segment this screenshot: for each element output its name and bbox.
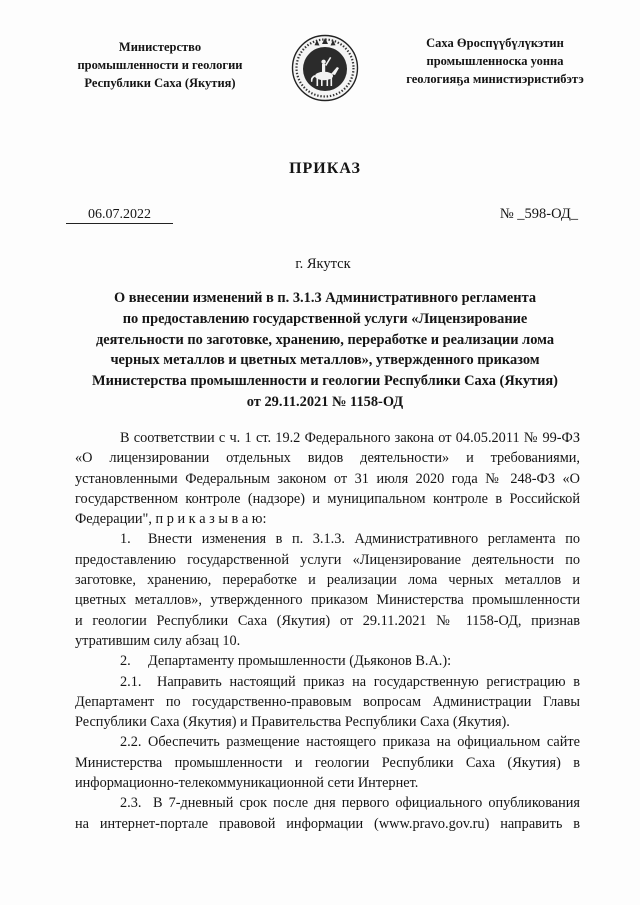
item-number: 2. <box>120 653 131 670</box>
header-right-line: геологияҕа министиэристибэтэ <box>406 72 584 86</box>
subject-line: деятельности по заготовке, хранению, переработке и реализации лома <box>95 331 555 348</box>
city-of-issue: г. Якутск <box>295 256 351 272</box>
body-line-item-2-2: 2.2. Обеспечить размещение настоящего приказа на официальном сайте <box>120 734 580 751</box>
body-line: заготовке, хранению, переработке и реализации лома черных металлов и <box>75 572 580 589</box>
order-subject <box>60 288 590 413</box>
body-line-item-2 <box>75 651 580 671</box>
subject-line: по предоставлению государственной услуги «Лицензирование <box>122 310 528 327</box>
order-number: № _598-ОД_ <box>499 206 578 222</box>
header-left-line: Министерство <box>118 40 202 54</box>
body-line: Департамент по государственно-правовым вопросам Администрации Главы <box>75 693 580 710</box>
item-number: 2.1. <box>120 673 142 690</box>
document-type-title: ПРИКАЗ <box>289 160 361 177</box>
coat-of-arms-emblem <box>290 33 360 103</box>
item-text: Внести изменения в п. 3.1.3. Административного регламента по <box>148 531 580 548</box>
body-line: предоставлению государственной услуги «Лицензирование деятельности по <box>75 551 580 568</box>
body-line-item-2-1 <box>75 672 580 692</box>
item-text: Департаменту промышленности (Дьяконов В.А.): <box>148 653 452 670</box>
body-line: В соответствии с ч. 1 ст. 19.2 Федерального закона от 04.05.2011 № 99-ФЗ <box>120 430 580 446</box>
body-line: информационно-телекоммуникационной сети Интернет. <box>75 775 419 792</box>
item-text: Направить настоящий приказ на государственную регистрацию в <box>157 673 580 690</box>
body-line-item-2-3 <box>75 793 580 813</box>
header-right-line: промышленноска уонна <box>426 54 564 68</box>
order-date: 06.07.2022 <box>66 206 173 224</box>
body-line: Федерации", п р и к а з ы в а ю: <box>75 511 267 528</box>
body-line-item-1 <box>75 529 580 549</box>
body-line: утратившим силу абзац 10. <box>75 632 241 649</box>
body-line: Министерства промышленности и геологии Республики Саха (Якутия) в <box>75 754 580 771</box>
subject-line: черных металлов и цветных металлов», утвержденного приказом <box>110 352 540 369</box>
body-line: цветных металлов», утвержденного приказом Министерства промышленности <box>75 592 580 609</box>
body-line: установленными Федеральным законом от 31 июля 2020 года № 248-ФЗ «О <box>75 470 580 487</box>
body-line: Республики Саха (Якутия) и Правительства Республики Саха (Якутия). <box>75 714 510 731</box>
body-line: «О лицензировании отдельных видов деятельности» и требованиями, <box>75 450 580 467</box>
subject-line: от 29.11.2021 № 1158-ОД <box>246 393 404 410</box>
body-line: и геологии Республики Саха (Якутия) от 29.11.2021 № 1158-ОД, признав <box>75 612 580 629</box>
item-number: 2.3. <box>120 795 142 812</box>
body-line: государственном контроле (надзоре) и муниципальном контроле в Российской <box>75 490 580 507</box>
body-line: на интернет-портале правовой информации (www.pravo.gov.ru) направить в <box>75 815 580 832</box>
ministry-name-yakut <box>372 34 618 88</box>
order-body <box>75 428 580 834</box>
subject-line: О внесении изменений в п. 3.1.3 Административного регламента <box>113 290 537 306</box>
ministry-name-russian <box>45 38 275 92</box>
item-text: В 7-дневный срок после дня первого официального опубликования <box>153 795 580 812</box>
header-left-line: Республики Саха (Якутия) <box>84 76 236 90</box>
header-right-line: Саха Өроспүүбүлүкэтин <box>426 36 564 50</box>
subject-line: Министерства промышленности и геологии Республики Саха (Якутия) <box>92 373 558 390</box>
header-left-line: промышленности и геологии <box>77 58 243 72</box>
item-number: 1. <box>120 531 131 548</box>
